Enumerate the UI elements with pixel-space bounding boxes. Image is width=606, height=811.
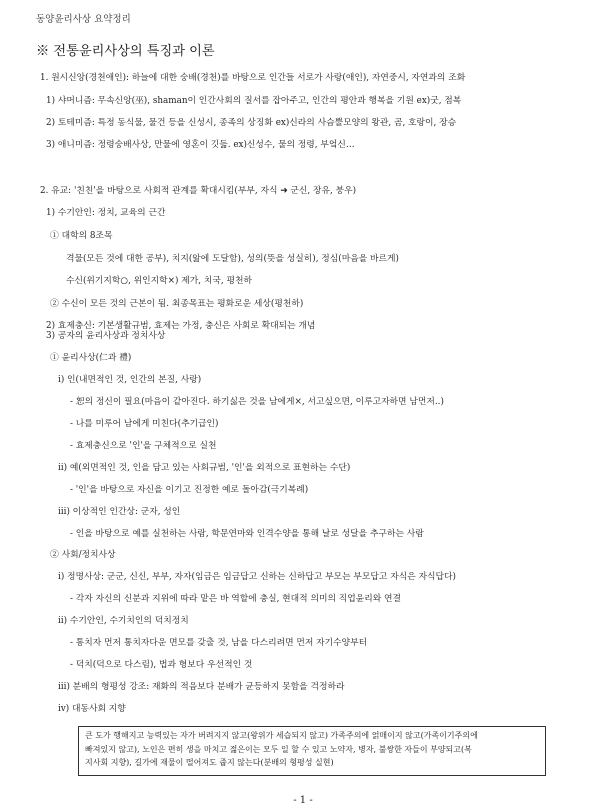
list-item-eight-articles: ① 대학의 8조목 bbox=[50, 231, 113, 241]
heading-confucianism: 2. 유교: '친친'을 바탕으로 사회적 관계를 확대시킴(부부, 자식 ➜ 군신, 장유, 붕우) bbox=[40, 186, 357, 196]
list-item-jeongmyeong: ⅰ) 정명사상: 군군, 신신, 부부, 자자(임금은 임금답고 신하는 신하답고 부모는 부모답고 자식은 자식답다) bbox=[58, 572, 456, 582]
list-item-ideal-person: ⅲ) 이상적인 인간상: 군자, 성인 bbox=[58, 507, 181, 517]
list-item-daedong: ⅳ) 대동사회 지향 bbox=[58, 704, 126, 714]
heading-shamanism-faith: 1. 원시신앙(경천애인): 하늘에 대한 숭배(경천)를 바탕으로 인간들 서로가 사랑(애인), 자연중시, 자연과의 조화 bbox=[40, 73, 466, 83]
page-number: - 1 - bbox=[293, 795, 313, 806]
text-ideal-person: - 인을 바탕으로 예를 실천하는 사람, 학문연마와 인격수양을 통해 날로 성달을 추구하는 사람 bbox=[70, 529, 424, 539]
list-item-shamanism: 1) 샤머니즘: 무속신앙(巫), shaman이 인간사회의 질서를 잡아주고, 인간의 평안과 행복을 기원 ex)굿, 점복 bbox=[46, 96, 462, 106]
text-susin: 수신(위기지학○, 위인지학×) 제가, 치국, 평천하 bbox=[66, 276, 252, 286]
quote-line: 지사회 지향), 길가에 재물이 떨어져도 줍지 않는다(분배의 형평성 실현) bbox=[85, 758, 334, 767]
list-item-animism: 3) 애니미즘: 정령숭배사상, 만물에 영혼이 깃듦. ex)신성수, 물의 정령, 부엌신… bbox=[46, 140, 355, 150]
heading-confucius: 3) 공자의 윤리사상과 정치사상 bbox=[46, 331, 166, 341]
list-item-in: ⅰ) 인(내면적인 것, 인간의 본질, 사랑) bbox=[58, 375, 202, 385]
text-practice-in: - 효제충신으로 '인'을 구체적으로 실천 bbox=[70, 441, 217, 451]
list-item-susin-root: ② 수신이 모든 것의 근본이 됨. 최종목표는 평화로운 세상(평천하) bbox=[50, 299, 304, 309]
document-header: 동양윤리사상 요약정리 bbox=[36, 14, 131, 25]
list-item-sugi-anin: 1) 수기안인: 정치, 교육의 근간 bbox=[46, 208, 166, 218]
section-title: ※ 전통윤리사상의 특징과 이론 bbox=[36, 44, 215, 59]
text-job-ethics: - 각자 자신의 신분과 지위에 따라 맡은 바 역할에 충실, 현대적 의미의 직업윤리와 연결 bbox=[70, 594, 402, 604]
text-gyeongmul: 격물(모든 것에 대한 공부), 치지(앎에 도달함), 성의(뜻을 성실히), 정심(마음을 바르게) bbox=[66, 254, 399, 264]
text-deokchi: - 덕치(덕으로 다스림), 법과 형보다 우선적인 것 bbox=[70, 660, 253, 670]
quote-line: 큰 도가 행해지고 능력있는 자가 버려지지 않고(왕위가 세습되지 않고) 가족주의에 얽매이지 않고(가족이기주의에 bbox=[85, 731, 478, 740]
text-geukgi-bokrye: - '인'을 바탕으로 자신을 이기고 진정한 예로 돌아감(극기복례) bbox=[70, 485, 309, 495]
list-item-ye: ⅱ) 예(외면적인 것, 인을 담고 있는 사회규범, '인'을 외적으로 표현하는 수단) bbox=[58, 463, 351, 473]
quote-line: 빠져있지 않고), 노인은 편히 생을 마치고 젊은이는 모두 일 할 수 있고 노약자, 병자, 불쌍한 자들이 부양되고(복 bbox=[85, 744, 472, 754]
daedong-quote-box bbox=[78, 726, 546, 776]
list-item-ethics: ① 윤리사상(仁과 禮) bbox=[50, 353, 132, 363]
list-item-social-politics: ② 사회/정치사상 bbox=[50, 550, 116, 560]
text-ruler: - 통치자 먼저 통치자다운 면모를 갖출 것, 남을 다스리려면 먼저 자기수양부터 bbox=[70, 638, 368, 648]
text-chugi-geubin: - 나를 미루어 남에게 미친다(추기급인) bbox=[70, 419, 219, 429]
text-seo: - 恕의 정신이 필요(마음이 같아진다. 하기싫은 것을 남에게×, 서고싶으면, 이루고자하면 남먼저..) bbox=[70, 397, 444, 407]
list-item-totemism: 2) 토테미즘: 특정 동식물, 물건 등을 신성시, 종족의 상징화 ex)신라의 사슴뿔모양의 왕관, 곰, 호랑이, 장승 bbox=[46, 118, 457, 128]
list-item-hyoje-chungsin: 2) 효제충신: 기본생활규범, 효제는 가정, 충신은 사회로 확대되는 개념 bbox=[46, 321, 316, 331]
list-item-distribution: ⅲ) 분배의 형평성 강조: 재화의 적음보다 분배가 균등하지 못함을 걱정하라 bbox=[58, 682, 345, 692]
list-item-deokchi: ⅱ) 수기안인, 수기치인의 덕치정치 bbox=[58, 616, 189, 626]
